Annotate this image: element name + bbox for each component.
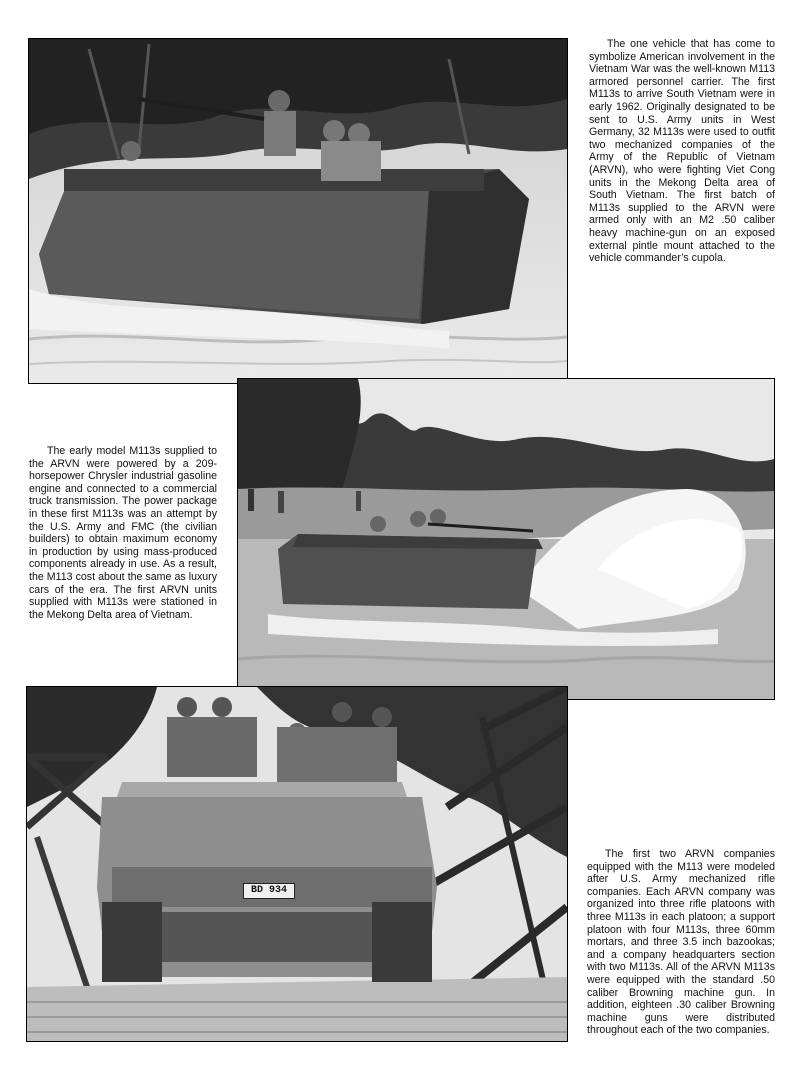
caption-top: The one vehicle that has come to symbolize American involvement in the Vietnam War was the well-known M113 armored personnel carrier. The first M113s to arrive South Vietnam were in early 1962. Originally designated to be sent to U.S. Army units in West Germany, 32 M113s were used to outfit two mechanized companies of the Army of the Republic of Vietnam (ARVN), who were fighting Viet Cong units in the Mekong Delta area of South Vietnam. The first batch of M113s supplied to the ARVN were armed only with an M2 .50 caliber heavy machine-gun on an exposed external pintle mount attached to the vehicle commander’s cupola. [589,38,775,265]
photo-m113-splash [237,378,775,700]
photo-m113-river-crossing [28,38,568,384]
vehicle-plate: BD 934 [243,883,295,899]
photo-m113-bridge [26,686,568,1042]
caption-middle: The early model M113s supplied to the ARVN were powered by a 209-horsepower Chrysler industrial gasoline engine and connected to a commercial truck transmission. The power package in these first M113s was an attempt by the U.S. Army and FMC (the civilian builders) to obtain maximum economy in production by using mass-produced components already in use. As a result, the M113 cost about the same as luxury cars of the era. The first ARVN units supplied with M113s were stationed in the Mekong Delta area of Vietnam. [29,445,217,621]
caption-bottom: The first two ARVN companies equipped with the M113 were modeled after U.S. Army mechanized rifle companies. Each ARVN company was organized into three rifle platoons with three M113s in each platoon; a support platoon with four M113s, three 60mm mortars, and three 3.5 inch bazookas; and a company headquarters section with two M113s. All of the ARVN M113s were equipped with the standard .50 caliber Browning machine gun. In addition, eighteen .30 caliber Browning machine guns were distributed throughout each of the two companies. [587,848,775,1037]
